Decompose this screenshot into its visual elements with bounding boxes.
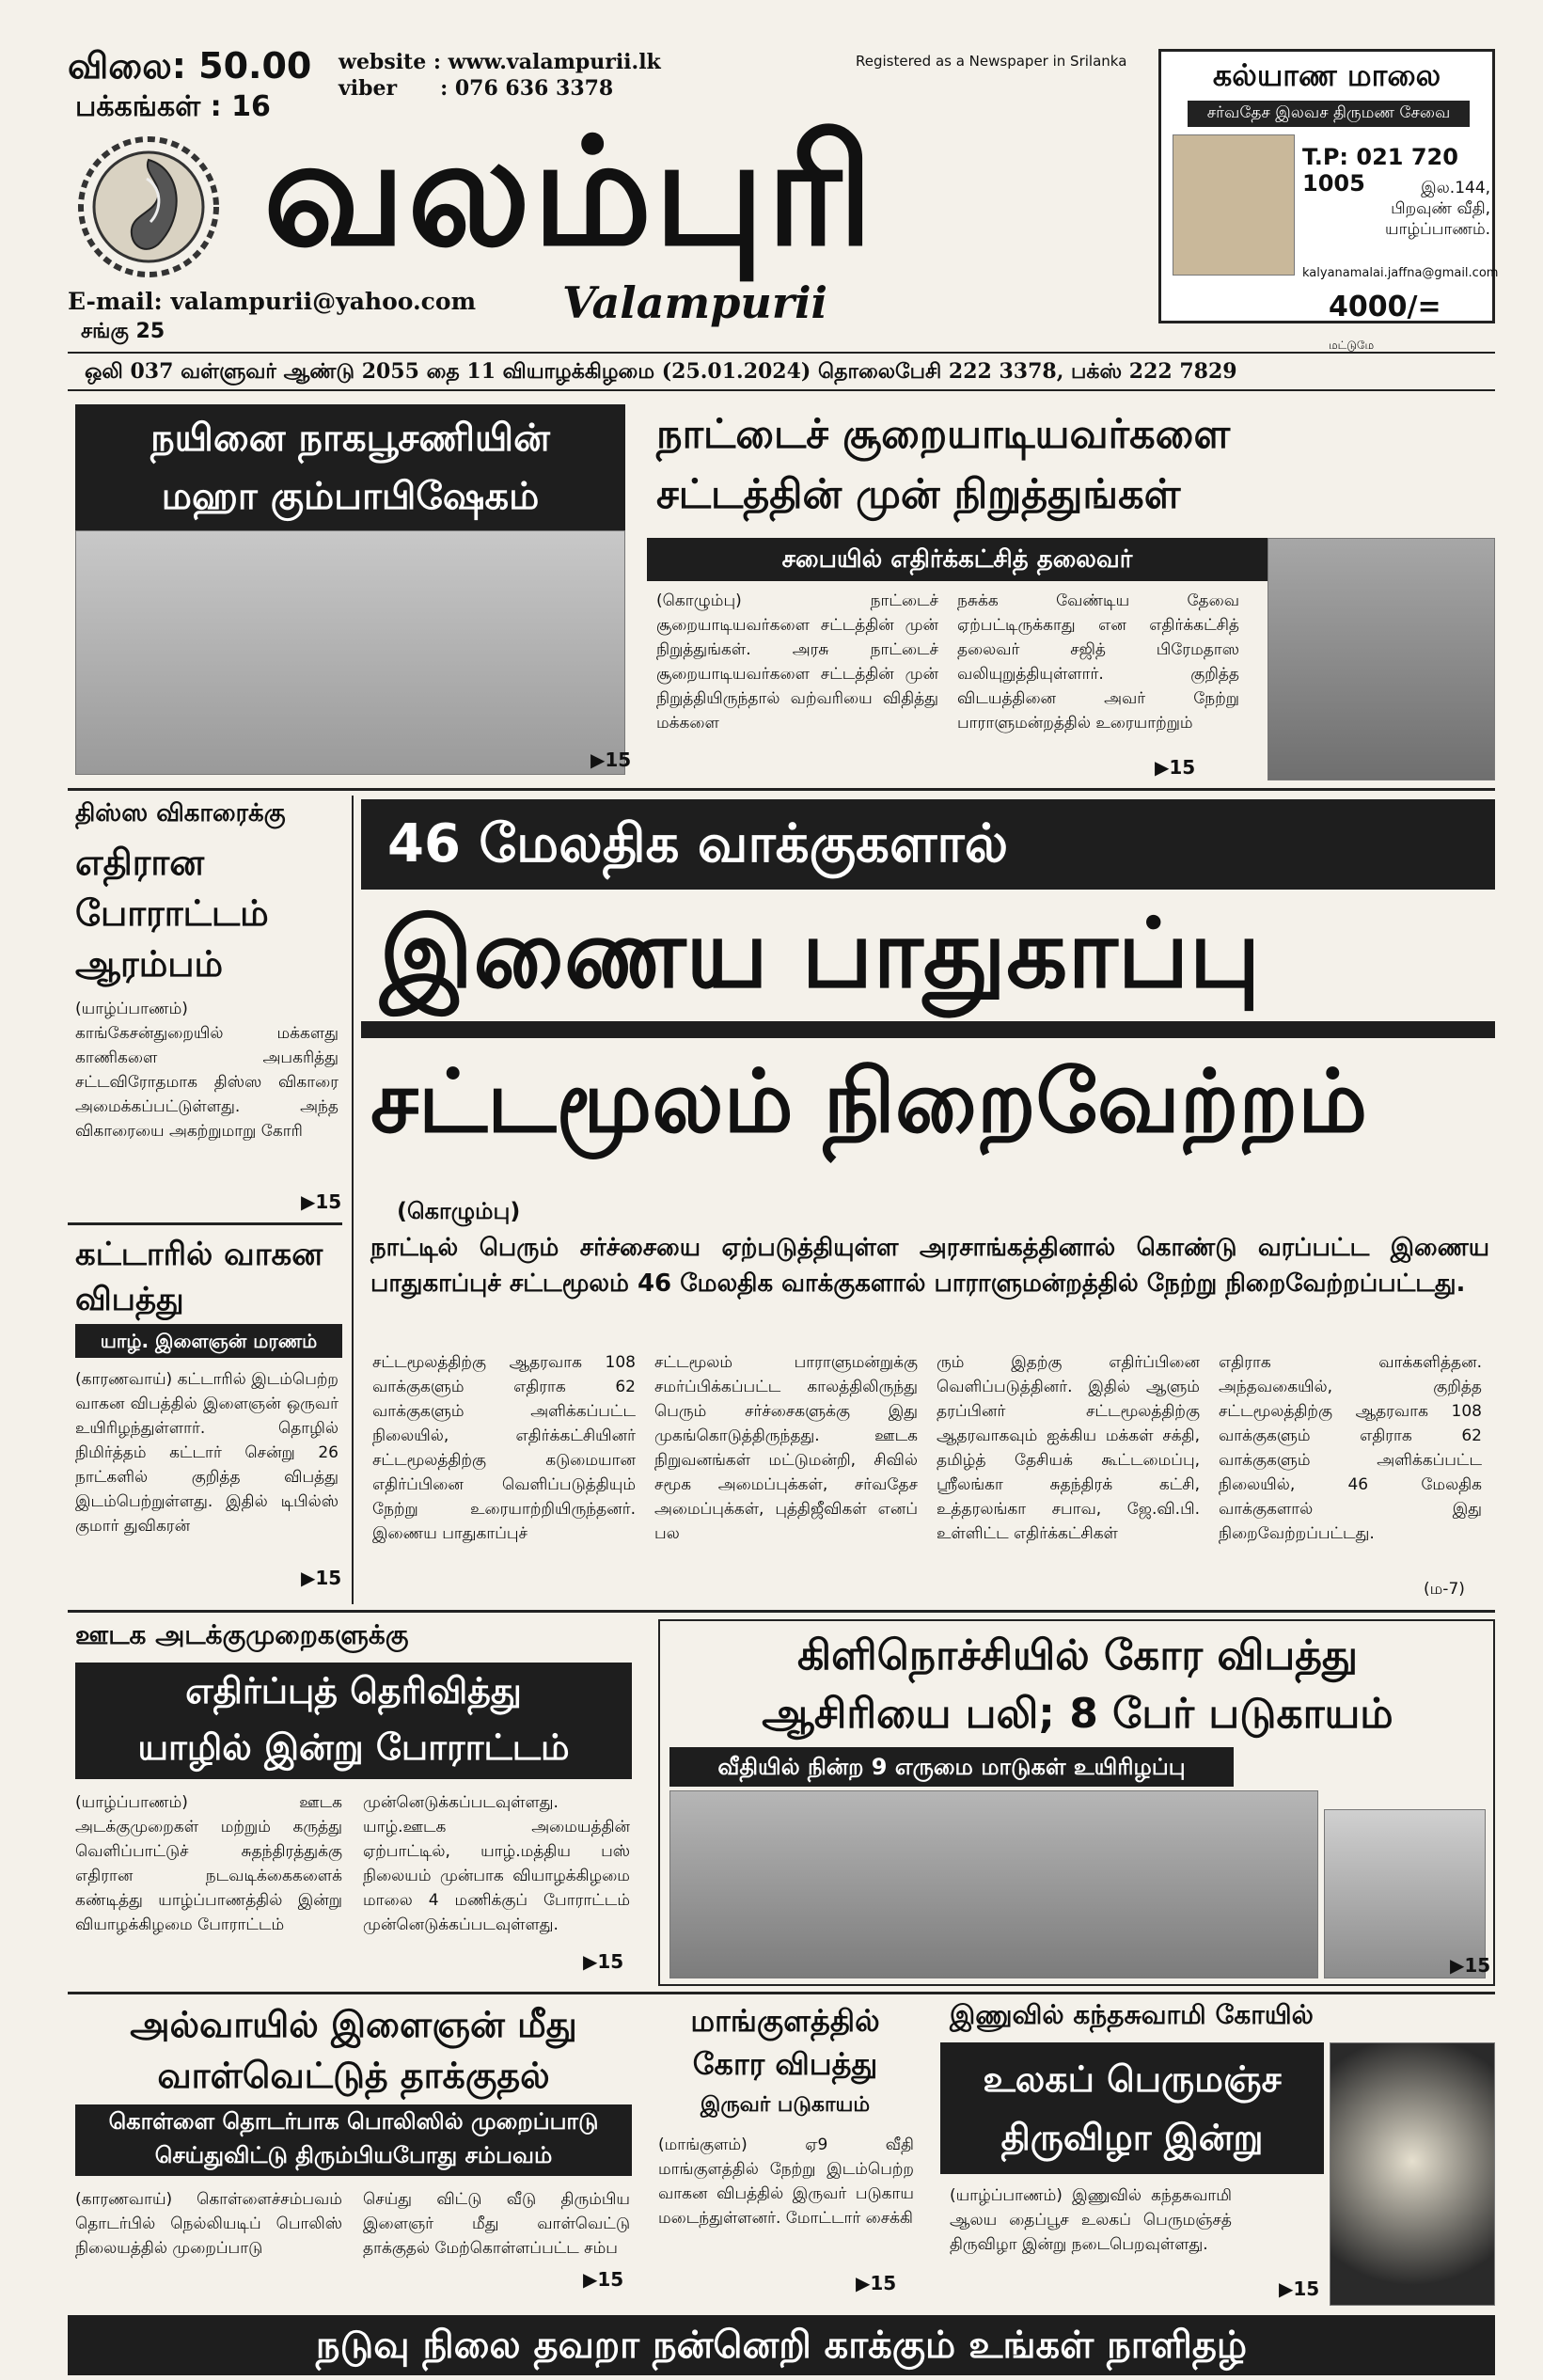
lead-signoff: (ம-7) [1424, 1580, 1465, 1599]
continue-page[interactable]: ▶15 [583, 1950, 624, 1973]
ad-deity-image [1173, 134, 1295, 276]
katarl-headline: கட்டாரில் வாகன விபத்து [75, 1236, 323, 1318]
kili-subhead: வீதியில் நின்ற 9 எருமை மாடுகள் உயிரிழப்பு [669, 1747, 1234, 1787]
email-link[interactable]: E-mail: valampurii@yahoo.com [68, 288, 477, 315]
continue-page[interactable]: ▶15 [301, 1190, 342, 1213]
masthead-title: வலம்புரி [263, 106, 875, 279]
story-lead [361, 799, 1495, 1608]
ad-phone: T.P: 021 720 1005 [1302, 144, 1458, 197]
matrimony-ad[interactable] [1158, 49, 1499, 352]
opposition-subhead: சபையில் எதிர்க்கட்சித் தலைவர் [647, 538, 1267, 581]
dateline-bar: ஒலி 037 வள்ளுவர் ஆண்டு 2055 தை 11 வியாழக்கிழமை (25.01.2024) தொலைபேசி 222 3378, பக்ஸ் 222 7829 [68, 352, 1495, 391]
media-col-1: (யாழ்ப்பாணம்) ஊடக அடக்குமுறைகள் மற்றும் கருத்து வெளிப்பாட்டுச் சுதந்திரத்துக்கு எதிரான நடவடிக்கைகளைக் கண்டித்து யாழ்ப்பாணத்தில் இன்று வியாழக்கிழமை போராட்டம் [75, 1793, 342, 1934]
lead-col-4: எதிராக வாக்களித்தன. அந்தவகையில், குறித்த சட்டமூலத்திற்கு ஆதரவாக 108 வாக்குகளும் எதிராக 62 வாக்குகளும் அளிக்கப்பட்ட நிலையில், 46 மேலதிக வாக்குகளால் இது நிறைவேற்றப்பட்டது. [1219, 1353, 1482, 1543]
mangulam-headline: மாங்குளத்தில் கோர விபத்து [690, 2003, 880, 2082]
ad-email: kalyanamalai.jaffna@gmail.com [1302, 266, 1499, 280]
alvai-subhead: கொள்ளை தொடர்பாக பொலிஸில் முறைப்பாடு செய்துவிட்டு திரும்பியபோது சம்பவம் [75, 2104, 632, 2176]
story-media [75, 1619, 639, 1986]
divider [68, 788, 1495, 791]
inuvil-body: (யாழ்ப்பாணம்) இணுவில் கந்தசுவாமி ஆலய தைப்பூச உலகப் பெருமஞ்சத் திருவிழா இன்று நடைபெறவுள்ளது. [950, 2186, 1232, 2254]
media-headline: எதிர்ப்புத் தெரிவித்து யாழில் இன்று போராட்டம் [75, 1663, 632, 1779]
lead-col-3: ரும் இதற்கு எதிர்ப்பினை வெளிப்படுத்தினர். இதில் ஆளும் தரப்பினர் சட்டமூலத்திற்கு ஆதரவாகவும் ஐக்கிய மக்கள் சக்தி, தமிழ்த் தேசியக் கூட்டமைப்பு, ஸ்ரீலங்கா சுதந்திரக் கட்சி, உத்தரலங்கா சபாவ, ஜே.வி.பி. உள்ளிட்ட எதிர்க்கட்சிகள் [937, 1353, 1200, 1543]
inuvil-headline: உலகப் பெருமஞ்ச திருவிழா இன்று [940, 2042, 1324, 2174]
continue-page[interactable]: ▶15 [1279, 2278, 1320, 2300]
tissa-headline: எதிரான போராட்டம் ஆரம்பம் [75, 842, 269, 985]
continue-page[interactable]: ▶15 [1155, 756, 1196, 779]
media-col-2: முன்னெடுக்கப்படவுள்ளது. யாழ்.ஊடக அமையத்தின் ஏற்பாட்டில், யாழ்.மத்திய பஸ் நிலையம் முன்பாக வியாழக்கிழமை மாலை 4 மணிக்குப் போராட்டம் முன்னெடுக்கப்படவுள்ளது. [363, 1793, 630, 1934]
divider [68, 1222, 342, 1225]
alvai-col-1: (காரணவாய்) கொள்ளைச்சம்பவம் தொடர்பில் நெல்லியடிப் பொலிஸ் நிலையத்தில் முறைப்பாடு [75, 2190, 342, 2258]
lead-headline-2: சட்டமூலம் நிறைவேற்றம் [370, 1051, 1368, 1152]
tissa-kicker: திஸ்ஸ விகாரைக்கு [75, 799, 286, 827]
lead-kicker: 46 மேலதிக வாக்குகளால் [361, 799, 1495, 890]
continue-page[interactable]: ▶15 [301, 1567, 342, 1589]
inuvil-kicker: இணுவில் கந்தசுவாமி கோயில் [950, 1999, 1314, 2030]
story-katarl [75, 1232, 348, 1608]
ad-title: கல்யாண மாலை [1212, 57, 1441, 93]
story-tissa [75, 799, 348, 1222]
temple-photo [75, 530, 625, 775]
lead-headline-1: இணைய பாதுகாப்பு [380, 898, 1261, 1010]
story-temple [75, 404, 632, 780]
katarl-body: (காரணவாய்) கட்டாரில் இடம்பெற்ற வாகன விபத்தில் இளைஞன் ஒருவர் உயிரிழந்துள்ளார். தொழில் நிமிர்த்தம் கட்டார் சென்று 26 நாட்களில் குறித்த விபத்து இடம்பெற்றுள்ளது. இதில் டிபில்ஸ் குமார் துவிகரன் [75, 1370, 339, 1536]
opposition-headline: நாட்டைச் சூறையாடியவர்களை சட்டத்தின் முன் நிறுத்துங்கள் [656, 411, 1231, 518]
story-kili [658, 1619, 1495, 1986]
katarl-subhead: யாழ். இளைஞன் மரணம் [75, 1324, 342, 1358]
website-link[interactable]: website : www.valampurii.lk [339, 50, 661, 74]
registration-note: Registered as a Newspaper in Srilanka [856, 53, 1127, 70]
kili-teacher-photo [1324, 1809, 1486, 1978]
lead-dateline: (கொழும்பு) [397, 1198, 521, 1224]
story-mangulam [658, 1999, 921, 2309]
continue-page[interactable]: ▶15 [1450, 1954, 1491, 1977]
mangulam-body: (மாங்குளம்) ஏ9 வீதி மாங்குளத்தில் நேற்று இடம்பெற்ற வாகன விபத்தில் இருவர் படுகாய மடைந்துள்ளனர். மோட்டார் சைக்கி [658, 2136, 914, 2228]
story-alvai [75, 1999, 639, 2309]
pages-label: பக்கங்கள் : 16 [75, 90, 271, 123]
media-kicker: ஊடக அடக்குமுறைகளுக்கு [75, 1619, 409, 1650]
kili-headline: கிளிநொச்சியில் கோர விபத்து ஆசிரியை பலி; 8 பேர் படுகாயம் [762, 1631, 1393, 1738]
kili-accident-photo [669, 1790, 1318, 1978]
alvai-col-2: செய்து விட்டு வீடு திரும்பிய இளைஞர் மீது வாள்வெட்டு தாக்குதல் மேற்கொள்ளப்பட்ட சம்ப [363, 2190, 630, 2258]
lead-col-2: சட்டமூலம் பாராளுமன்றுக்கு சமர்ப்பிக்கப்பட்ட காலத்திலிருந்து பெரும் சர்ச்சைகளுக்கு இது முகங்கொடுத்திருந்தது. ஊடக நிறுவனங்கள் மட்டுமன்றி, சிவில் சமூக அமைப்புக்கள், சர்வதேச அமைப்புக்கள், புத்திஜீவிகள் எனப் பல [654, 1353, 918, 1543]
ad-subtitle: சர்வதேச இலவச திருமண சேவை [1188, 101, 1470, 127]
ad-address: இல.144, பிறவுண் வீதி, யாழ்ப்பாணம். [1385, 179, 1491, 239]
conch-logo-icon [64, 132, 233, 282]
story-opposition [647, 404, 1495, 780]
continue-page[interactable]: ▶15 [583, 2268, 624, 2291]
opposition-col-1: (கொழும்பு) நாட்டைச் சூறையாடியவர்களை சட்டத்தின் முன் நிறுத்துங்கள். அரசு நாட்டைச் சூறையாடியவர்களை சட்டத்தின் முன் நிறுத்தியிருந்தால் வற்வரியை விதித்து மக்களை [656, 591, 938, 733]
contact-block [339, 49, 661, 102]
divider [352, 796, 354, 1604]
opposition-leader-photo [1267, 538, 1495, 780]
divider [68, 1610, 1495, 1613]
lead-bar [361, 1021, 1495, 1038]
temple-headline: நயினை நாகபூசணியின் மஹா கும்பாபிஷேகம் [75, 404, 625, 530]
inuvil-chariot-photo [1330, 2042, 1495, 2306]
issue-number: சங்கு 25 [81, 320, 165, 343]
continue-page[interactable]: ▶15 [856, 2272, 897, 2294]
masthead-latin: Valampurii [562, 277, 828, 328]
mangulam-subhead: இருவர் படுகாயம் [700, 2093, 871, 2117]
opposition-col-2: நசுக்க வேண்டிய தேவை ஏற்பட்டிருக்காது என எதிர்க்கட்சித் தலைவர் சஜித் பிரேமதாஸ வலியுறுத்தியுள்ளார். குறித்த விடயத்தினை அவர் நேற்று பாராளுமன்றத்தில் உரையாற்றும் [957, 591, 1239, 733]
footer-slogan: நடுவு நிலை தவறா நன்னெறி காக்கும் உங்கள் நாளிதழ் [68, 2315, 1495, 2375]
lead-col-1: சட்டமூலத்திற்கு ஆதரவாக 108 வாக்குகளும் எதிராக 62 வாக்குகளும் அளிக்கப்பட்ட நிலையில், எதிர்க்கட்சியினர் சட்டமூலத்திற்கு கடுமையான எதிர்ப்பினை வெளிப்படுத்தியும் நேற்று உரையாற்றியிருந்தனர். இணைய பாதுகாப்புச் [372, 1353, 636, 1543]
story-inuvil [940, 1999, 1495, 2309]
tissa-body: (யாழ்ப்பாணம்) காங்கேசன்துறையில் மக்களது காணிகளை அபகரித்து சட்டவிரோதமாக திஸ்ஸ விகாரை அமைக்கப்பட்டுள்ளது. அந்த விகாரையை அகற்றுமாறு கோரி [75, 1000, 339, 1141]
price-label: விலை: 50.00 [68, 45, 312, 87]
lead-intro: நாட்டில் பெரும் சர்ச்சையை ஏற்படுத்தியுள்ள அரசாங்கத்தினால் கொண்டு வரப்பட்ட இணைய பாதுகாப்புச் சட்டமூலம் 46 மேலதிக வாக்குகளால் பாராளுமன்றத்தில் நேற்று நிறைவேற்றப்பட்டது. [370, 1234, 1489, 1298]
divider [68, 1992, 1495, 1994]
continue-page[interactable]: ▶15 [590, 749, 632, 771]
ad-price: 4000/= மட்டுமே [1329, 291, 1441, 352]
viber-number: viber : 076 636 3378 [339, 76, 614, 101]
alvai-headline: அல்வாயில் இளைஞன் மீது வாள்வெட்டுத் தாக்குதல் [130, 2004, 577, 2096]
